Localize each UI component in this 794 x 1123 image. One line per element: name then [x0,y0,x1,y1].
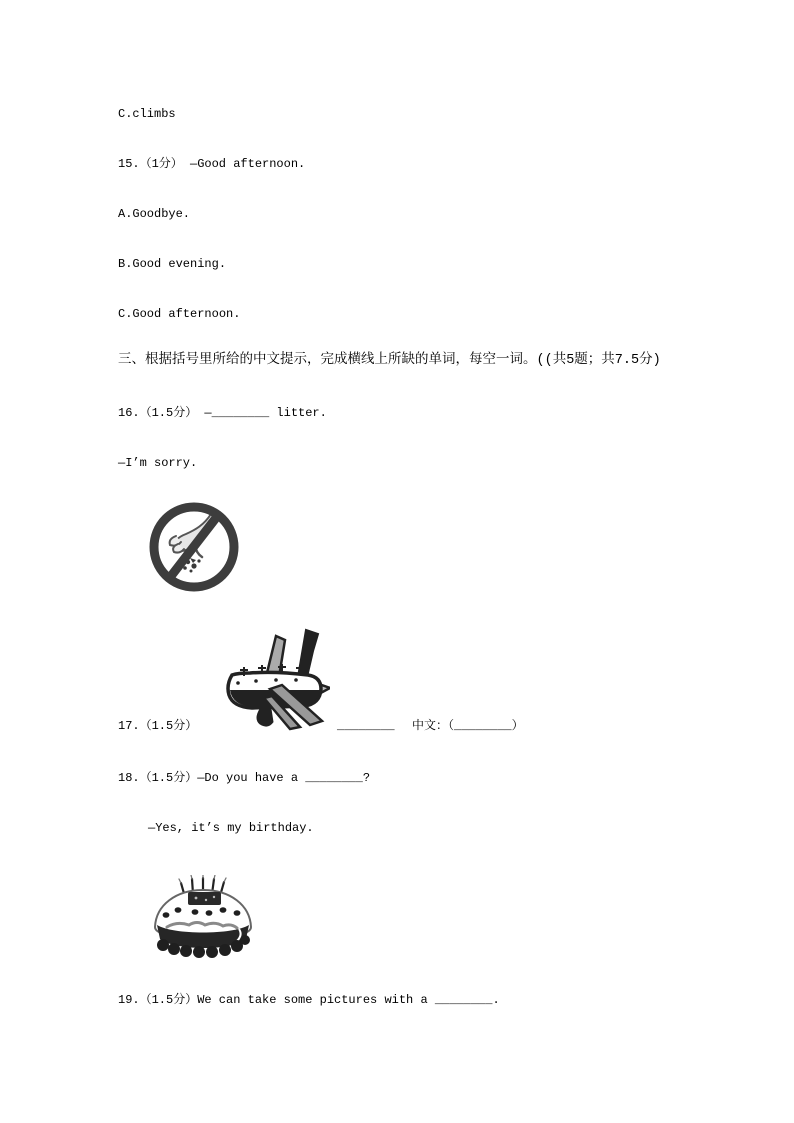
question-17-answer-blank: ________ [337,719,395,733]
question-17-chinese-blank: 中文：（________） [412,719,524,733]
birthday-cake-image [151,875,255,959]
question-18-reply: —Yes, it’s my birthday. [148,821,314,835]
question-16-reply: —I’m sorry. [118,456,198,470]
no-littering-sign-image [148,499,240,594]
question-15-option-c: C.Good afternoon. [118,307,241,321]
no-littering-sign-icon [148,499,240,594]
question-19-prompt: 19.（1.5分）We can take some pictures with a ________. [118,993,500,1007]
question-17-label: 17.（1.5分） [118,719,198,733]
question-14-option-c: C.climbs [118,107,176,121]
section-3-header: 三、根据括号里所给的中文提示，完成横线上所缺的单词，每空一词。((共5题；共7.5分) [118,353,661,368]
question-16-prompt: 16.（1.5分） —________ litter. [118,406,327,420]
question-15-prompt: 15.（1分） —Good afternoon. [118,157,306,171]
question-18-prompt: 18.（1.5分）—Do you have a ________? [118,771,371,785]
question-15-option-b: B.Good evening. [118,257,227,271]
birthday-cake-icon [151,875,255,959]
question-15-option-a: A.Goodbye. [118,207,191,221]
airplane-image [220,627,330,731]
airplane-icon [220,627,330,731]
